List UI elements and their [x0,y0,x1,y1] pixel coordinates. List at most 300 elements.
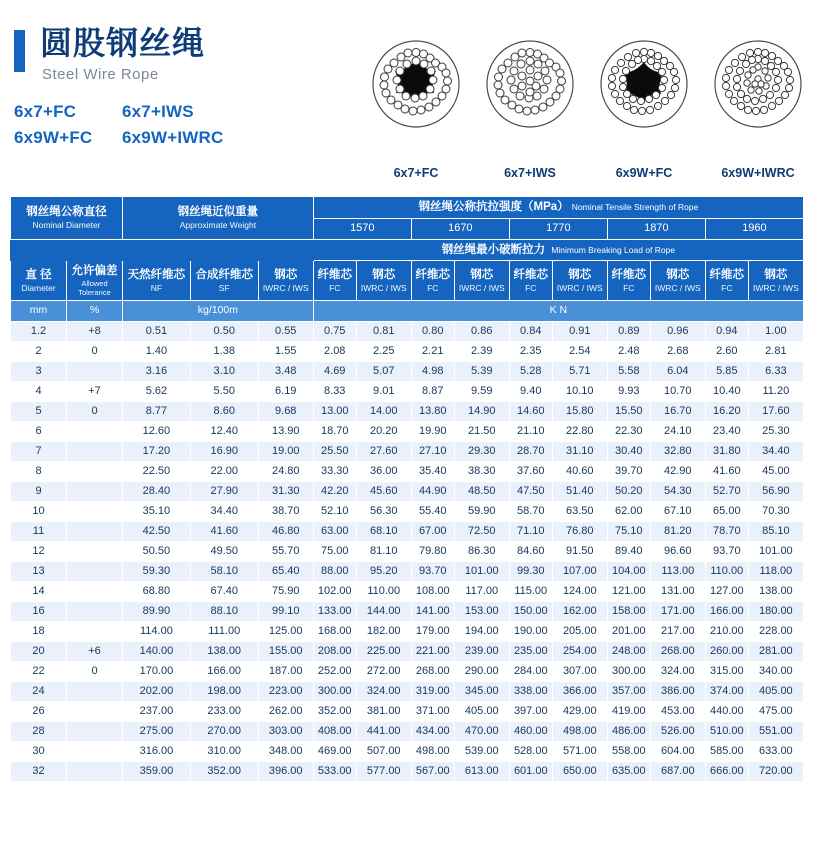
cell-breaking-1770-iwrc: 15.80 [552,401,607,421]
cell-breaking-1570-iwrc: 5.07 [356,361,411,381]
cell-breaking-1570-fc: 408.00 [313,721,356,741]
rope-type-2: 6x9W+FC [14,128,93,147]
cell-weight-iwrc: 75.90 [258,581,313,601]
cell-breaking-1770-fc: 397.00 [509,701,552,721]
th-tolerance [67,261,123,301]
cell-weight-nf: 22.50 [123,461,191,481]
th-tensile-strength-en: Nominal Tensile Strength of Rope [571,202,699,212]
unit-mm: mm [11,301,67,321]
cell-diameter: 30 [11,741,67,761]
cell-breaking-1870-iwrc: 687.00 [650,761,705,781]
cell-breaking-1570-fc: 13.00 [313,401,356,421]
cell-tolerance: 0 [67,661,123,681]
th-iwrc-1960-cn: 钢芯 [764,269,788,282]
cell-weight-iwrc: 9.68 [258,401,313,421]
cell-weight-sf: 352.00 [190,761,258,781]
cell-weight-nf: 170.00 [123,661,191,681]
cell-breaking-1960-iwrc: 56.90 [748,481,803,501]
cell-weight-sf: 0.50 [190,321,258,341]
rope-diagram-6x9w-iwrc [714,40,802,180]
cell-breaking-1770-iwrc: 63.50 [552,501,607,521]
cell-weight-sf: 67.40 [190,581,258,601]
cell-breaking-1960-fc: 5.85 [705,361,748,381]
cell-breaking-1770-iwrc: 91.50 [552,541,607,561]
cell-diameter: 10 [11,501,67,521]
table-row [11,641,804,661]
cell-breaking-1670-fc: 141.00 [411,601,454,621]
cell-breaking-1770-iwrc: 205.00 [552,621,607,641]
cell-breaking-1770-iwrc: 571.00 [552,741,607,761]
cell-breaking-1870-fc: 39.70 [607,461,650,481]
cell-weight-iwrc: 24.80 [258,461,313,481]
cell-diameter: 1.2 [11,321,67,341]
cell-weight-iwrc: 13.90 [258,421,313,441]
cell-breaking-1770-fc: 14.60 [509,401,552,421]
cell-breaking-1870-iwrc: 453.00 [650,701,705,721]
cell-weight-nf: 8.77 [123,401,191,421]
cell-breaking-1960-fc: 585.00 [705,741,748,761]
cell-breaking-1870-fc: 22.30 [607,421,650,441]
cell-breaking-1870-iwrc: 131.00 [650,581,705,601]
cell-breaking-1770-fc: 235.00 [509,641,552,661]
cell-breaking-1870-fc: 121.00 [607,581,650,601]
cell-weight-nf: 114.00 [123,621,191,641]
cell-weight-sf: 88.10 [190,601,258,621]
cell-breaking-1670-fc: 19.90 [411,421,454,441]
th-natural-fiber-core-en: NF [150,282,163,293]
cell-diameter: 22 [11,661,67,681]
cell-tolerance [67,741,123,761]
spec-table-container [10,196,804,782]
cell-weight-sf: 34.40 [190,501,258,521]
cell-breaking-1670-iwrc: 9.59 [454,381,509,401]
th-tolerance-en: Allowed Tolerance [78,278,111,297]
cell-breaking-1960-iwrc: 118.00 [748,561,803,581]
cell-weight-nf: 42.50 [123,521,191,541]
cell-breaking-1570-iwrc: 144.00 [356,601,411,621]
cell-breaking-1770-iwrc: 429.00 [552,701,607,721]
cell-breaking-1960-iwrc: 2.81 [748,341,803,361]
cell-breaking-1870-iwrc: 0.96 [650,321,705,341]
th-steel-core-weight [258,261,313,301]
header [0,0,814,178]
th-diameter-cn: 直 径 [25,269,52,282]
th-iwrc-1670 [454,261,509,301]
cell-diameter: 28 [11,721,67,741]
table-row [11,481,804,501]
cell-breaking-1670-fc: 44.90 [411,481,454,501]
cell-weight-nf: 59.30 [123,561,191,581]
cell-breaking-1770-iwrc: 5.71 [552,361,607,381]
th-grade-1570: 1570 [313,218,411,239]
cell-diameter: 26 [11,701,67,721]
table-row [11,541,804,561]
cell-breaking-1960-iwrc: 101.00 [748,541,803,561]
cell-breaking-1960-iwrc: 70.30 [748,501,803,521]
cell-tolerance: 0 [67,341,123,361]
cell-breaking-1670-iwrc: 539.00 [454,741,509,761]
cell-breaking-1670-fc: 35.40 [411,461,454,481]
cell-weight-iwrc: 99.10 [258,601,313,621]
table-body [11,321,804,781]
page-title: 圆股钢丝绳 [40,25,206,61]
cell-breaking-1870-fc: 15.50 [607,401,650,421]
cell-breaking-1870-iwrc: 324.00 [650,661,705,681]
cell-weight-sf: 49.50 [190,541,258,561]
th-approx-weight-en: Approximate Weight [179,219,257,230]
unit-kn: K N [313,301,803,321]
cell-breaking-1670-fc: 434.00 [411,721,454,741]
cell-weight-sf: 233.00 [190,701,258,721]
th-breaking-load [313,239,803,261]
cell-diameter: 16 [11,601,67,621]
cell-breaking-1960-fc: 31.80 [705,441,748,461]
cell-diameter: 9 [11,481,67,501]
cell-breaking-1570-iwrc: 81.10 [356,541,411,561]
cell-breaking-1870-fc: 62.00 [607,501,650,521]
th-fc-1670-en: FC [427,282,439,293]
cell-breaking-1670-fc: 93.70 [411,561,454,581]
table-row [11,421,804,441]
cell-breaking-1570-iwrc: 95.20 [356,561,411,581]
cell-breaking-1670-iwrc: 290.00 [454,661,509,681]
cell-breaking-1570-iwrc: 45.60 [356,481,411,501]
cell-weight-sf: 270.00 [190,721,258,741]
cell-breaking-1960-fc: 260.00 [705,641,748,661]
cell-breaking-1670-iwrc: 345.00 [454,681,509,701]
cell-breaking-1670-iwrc: 48.50 [454,481,509,501]
cell-breaking-1670-iwrc: 239.00 [454,641,509,661]
cell-breaking-1570-iwrc: 507.00 [356,741,411,761]
cell-breaking-1870-iwrc: 113.00 [650,561,705,581]
cell-breaking-1670-iwrc: 29.30 [454,441,509,461]
cell-weight-nf: 140.00 [123,641,191,661]
table-row [11,681,804,701]
cell-weight-sf: 3.10 [190,361,258,381]
cell-breaking-1670-iwrc: 5.39 [454,361,509,381]
rope-diagram-6x9w-fc [600,40,688,180]
cell-breaking-1960-fc: 440.00 [705,701,748,721]
table-row [11,461,804,481]
cell-breaking-1870-fc: 50.20 [607,481,650,501]
cell-diameter: 32 [11,761,67,781]
cell-weight-nf: 35.10 [123,501,191,521]
cell-breaking-1670-fc: 567.00 [411,761,454,781]
cell-breaking-1770-fc: 9.40 [509,381,552,401]
th-fc-1960-cn: 纤维芯 [709,269,745,282]
rope-cross-section-icon [600,40,688,128]
cell-breaking-1770-fc: 528.00 [509,741,552,761]
cell-breaking-1770-iwrc: 31.10 [552,441,607,461]
cell-breaking-1770-fc: 601.00 [509,761,552,781]
cell-breaking-1770-fc: 460.00 [509,721,552,741]
th-iwrc-1570 [356,261,411,301]
th-nominal-diameter-cn: 钢丝绳公称直径 [26,206,107,219]
cell-breaking-1770-iwrc: 0.91 [552,321,607,341]
rope-type-list [14,102,230,154]
cell-breaking-1670-iwrc: 194.00 [454,621,509,641]
rope-cross-section-icon [372,40,460,128]
cell-breaking-1570-iwrc: 324.00 [356,681,411,701]
header-row-1 [11,197,804,219]
th-approx-weight [123,197,314,240]
cell-breaking-1570-iwrc: 110.00 [356,581,411,601]
accent-bar [14,30,25,72]
cell-breaking-1770-fc: 84.60 [509,541,552,561]
th-breaking-load-cn: 钢丝绳最小破断拉力 [441,243,546,256]
cell-weight-sf: 310.00 [190,741,258,761]
table-head [11,197,804,322]
cell-breaking-1960-iwrc: 633.00 [748,741,803,761]
table-row [11,441,804,461]
rope-diagram-6x7-iws [486,40,574,180]
cell-breaking-1770-iwrc: 254.00 [552,641,607,661]
cell-weight-nf: 237.00 [123,701,191,721]
cell-tolerance [67,521,123,541]
cell-breaking-1570-fc: 0.75 [313,321,356,341]
rope-cross-section-icon [486,40,574,128]
cell-weight-nf: 50.50 [123,541,191,561]
cell-breaking-1570-iwrc: 2.25 [356,341,411,361]
cell-breaking-1670-iwrc: 86.30 [454,541,509,561]
cell-breaking-1960-fc: 510.00 [705,721,748,741]
cell-breaking-1960-fc: 110.00 [705,561,748,581]
cell-tolerance [67,621,123,641]
rope-cross-section-icon [714,40,802,128]
cell-weight-sf: 8.60 [190,401,258,421]
cell-breaking-1870-fc: 2.48 [607,341,650,361]
cell-breaking-1570-iwrc: 577.00 [356,761,411,781]
cell-breaking-1570-fc: 352.00 [313,701,356,721]
th-approx-weight-cn: 钢丝绳近似重量 [177,206,259,219]
cell-breaking-1870-iwrc: 217.00 [650,621,705,641]
th-synthetic-fiber-core-en: SF [218,282,230,293]
cell-breaking-1870-iwrc: 67.10 [650,501,705,521]
cell-breaking-1870-iwrc: 6.04 [650,361,705,381]
table-row [11,501,804,521]
cell-breaking-1770-iwrc: 307.00 [552,661,607,681]
cell-tolerance [67,701,123,721]
th-grade-1960: 1960 [705,218,803,239]
cell-breaking-1870-fc: 75.10 [607,521,650,541]
rope-type-1: 6x7+IWS [122,102,194,121]
cell-weight-iwrc: 38.70 [258,501,313,521]
cell-breaking-1870-iwrc: 16.70 [650,401,705,421]
cell-breaking-1570-fc: 18.70 [313,421,356,441]
th-fc-1670 [411,261,454,301]
cell-diameter: 8 [11,461,67,481]
cell-weight-iwrc: 65.40 [258,561,313,581]
cell-breaking-1960-iwrc: 85.10 [748,521,803,541]
cell-breaking-1870-fc: 419.00 [607,701,650,721]
cell-breaking-1770-iwrc: 22.80 [552,421,607,441]
cell-breaking-1570-fc: 33.30 [313,461,356,481]
th-iwrc-1870 [650,261,705,301]
cell-weight-nf: 202.00 [123,681,191,701]
cell-diameter: 5 [11,401,67,421]
cell-breaking-1960-iwrc: 551.00 [748,721,803,741]
header-row-cores [11,261,804,301]
cell-breaking-1670-fc: 2.21 [411,341,454,361]
cell-breaking-1670-fc: 179.00 [411,621,454,641]
cell-breaking-1570-fc: 25.50 [313,441,356,461]
cell-weight-sf: 58.10 [190,561,258,581]
cell-breaking-1670-fc: 371.00 [411,701,454,721]
cell-breaking-1570-iwrc: 272.00 [356,661,411,681]
cell-breaking-1570-fc: 208.00 [313,641,356,661]
table-row [11,661,804,681]
cell-breaking-1870-fc: 9.93 [607,381,650,401]
cell-breaking-1960-iwrc: 138.00 [748,581,803,601]
cell-weight-sf: 111.00 [190,621,258,641]
cell-breaking-1770-iwrc: 51.40 [552,481,607,501]
th-synthetic-fiber-core [190,261,258,301]
cell-breaking-1870-fc: 89.40 [607,541,650,561]
cell-breaking-1570-iwrc: 36.00 [356,461,411,481]
cell-breaking-1960-fc: 2.60 [705,341,748,361]
cell-weight-sf: 12.40 [190,421,258,441]
cell-breaking-1870-fc: 5.58 [607,361,650,381]
cell-breaking-1870-iwrc: 81.20 [650,521,705,541]
cell-breaking-1570-iwrc: 27.60 [356,441,411,461]
rope-diagram-label-0: 6x7+FC [393,166,439,180]
cell-breaking-1570-fc: 8.33 [313,381,356,401]
cell-breaking-1670-iwrc: 613.00 [454,761,509,781]
cell-tolerance [67,421,123,441]
cell-breaking-1670-fc: 67.00 [411,521,454,541]
th-fc-1670-cn: 纤维芯 [415,269,450,282]
cell-breaking-1770-fc: 47.50 [509,481,552,501]
cell-breaking-1770-fc: 284.00 [509,661,552,681]
cell-breaking-1870-fc: 201.00 [607,621,650,641]
cell-breaking-1870-iwrc: 171.00 [650,601,705,621]
cell-breaking-1770-fc: 2.35 [509,341,552,361]
cell-breaking-1960-fc: 10.40 [705,381,748,401]
rope-type-0: 6x7+FC [14,102,77,121]
cell-weight-iwrc: 155.00 [258,641,313,661]
cell-breaking-1570-fc: 133.00 [313,601,356,621]
title-block [14,24,205,83]
cell-diameter: 6 [11,421,67,441]
cell-weight-nf: 68.80 [123,581,191,601]
cell-diameter: 18 [11,621,67,641]
table-row [11,341,804,361]
cell-breaking-1770-fc: 71.10 [509,521,552,541]
cell-breaking-1870-iwrc: 24.10 [650,421,705,441]
th-diameter [11,261,67,301]
cell-breaking-1870-iwrc: 54.30 [650,481,705,501]
th-tolerance-cn: 允许偏差 [71,265,118,278]
page-subtitle: Steel Wire Rope [42,66,159,83]
cell-breaking-1960-fc: 166.00 [705,601,748,621]
cell-breaking-1770-fc: 28.70 [509,441,552,461]
cell-breaking-1770-iwrc: 124.00 [552,581,607,601]
cell-breaking-1770-fc: 37.60 [509,461,552,481]
cell-breaking-1770-fc: 58.70 [509,501,552,521]
th-fc-1570-cn: 纤维芯 [317,269,352,282]
cell-weight-nf: 275.00 [123,721,191,741]
cell-breaking-1670-iwrc: 59.90 [454,501,509,521]
cell-weight-nf: 3.16 [123,361,191,381]
cell-weight-sf: 41.60 [190,521,258,541]
cell-breaking-1870-iwrc: 32.80 [650,441,705,461]
cell-diameter: 24 [11,681,67,701]
cell-breaking-1670-iwrc: 14.90 [454,401,509,421]
cell-breaking-1960-iwrc: 6.33 [748,361,803,381]
cell-breaking-1570-fc: 88.00 [313,561,356,581]
cell-breaking-1670-fc: 221.00 [411,641,454,661]
rope-diagram-label-3: 6x9W+IWRC [721,166,795,180]
table-row [11,721,804,741]
cell-weight-nf: 0.51 [123,321,191,341]
th-natural-fiber-core-cn: 天然纤维芯 [127,269,186,282]
cell-breaking-1570-iwrc: 20.20 [356,421,411,441]
table-row [11,601,804,621]
cell-breaking-1770-iwrc: 650.00 [552,761,607,781]
th-tensile-strength [313,197,803,219]
cell-breaking-1960-iwrc: 1.00 [748,321,803,341]
cell-tolerance [67,561,123,581]
cell-tolerance: +6 [67,641,123,661]
cell-breaking-1960-iwrc: 475.00 [748,701,803,721]
table-row [11,701,804,721]
cell-weight-nf: 28.40 [123,481,191,501]
cell-diameter: 14 [11,581,67,601]
th-fc-1770 [509,261,552,301]
cell-breaking-1570-fc: 102.00 [313,581,356,601]
cell-diameter: 20 [11,641,67,661]
cell-breaking-1870-iwrc: 604.00 [650,741,705,761]
cell-breaking-1670-fc: 4.98 [411,361,454,381]
cell-weight-nf: 17.20 [123,441,191,461]
table-row [11,521,804,541]
cell-breaking-1960-iwrc: 11.20 [748,381,803,401]
th-natural-fiber-core [123,261,191,301]
cell-breaking-1960-fc: 93.70 [705,541,748,561]
th-breaking-load-en: Minimum Breaking Load of Rope [551,244,676,255]
cell-breaking-1870-iwrc: 96.60 [650,541,705,561]
cell-weight-sf: 166.00 [190,661,258,681]
cell-breaking-1770-fc: 0.84 [509,321,552,341]
cell-breaking-1570-iwrc: 9.01 [356,381,411,401]
cell-weight-iwrc: 46.80 [258,521,313,541]
cell-diameter: 7 [11,441,67,461]
header-row-breaking [11,239,804,261]
cell-breaking-1570-fc: 63.00 [313,521,356,541]
th-grade-1770: 1770 [509,218,607,239]
cell-breaking-1570-fc: 300.00 [313,681,356,701]
rope-diagram-6x7-fc [372,40,460,180]
cell-breaking-1870-fc: 558.00 [607,741,650,761]
cell-breaking-1570-iwrc: 68.10 [356,521,411,541]
rope-diagrams [372,40,802,180]
cell-breaking-1960-fc: 210.00 [705,621,748,641]
cell-breaking-1570-iwrc: 441.00 [356,721,411,741]
spec-table [10,196,804,782]
cell-breaking-1670-iwrc: 72.50 [454,521,509,541]
cell-breaking-1960-iwrc: 405.00 [748,681,803,701]
cell-breaking-1670-fc: 498.00 [411,741,454,761]
th-fc-1570 [313,261,356,301]
cell-weight-iwrc: 31.30 [258,481,313,501]
cell-breaking-1570-iwrc: 14.00 [356,401,411,421]
rope-diagram-label-2: 6x9W+FC [615,166,673,180]
cell-breaking-1960-iwrc: 281.00 [748,641,803,661]
cell-breaking-1670-iwrc: 2.39 [454,341,509,361]
cell-weight-nf: 89.90 [123,601,191,621]
cell-breaking-1570-fc: 42.20 [313,481,356,501]
cell-breaking-1670-fc: 108.00 [411,581,454,601]
